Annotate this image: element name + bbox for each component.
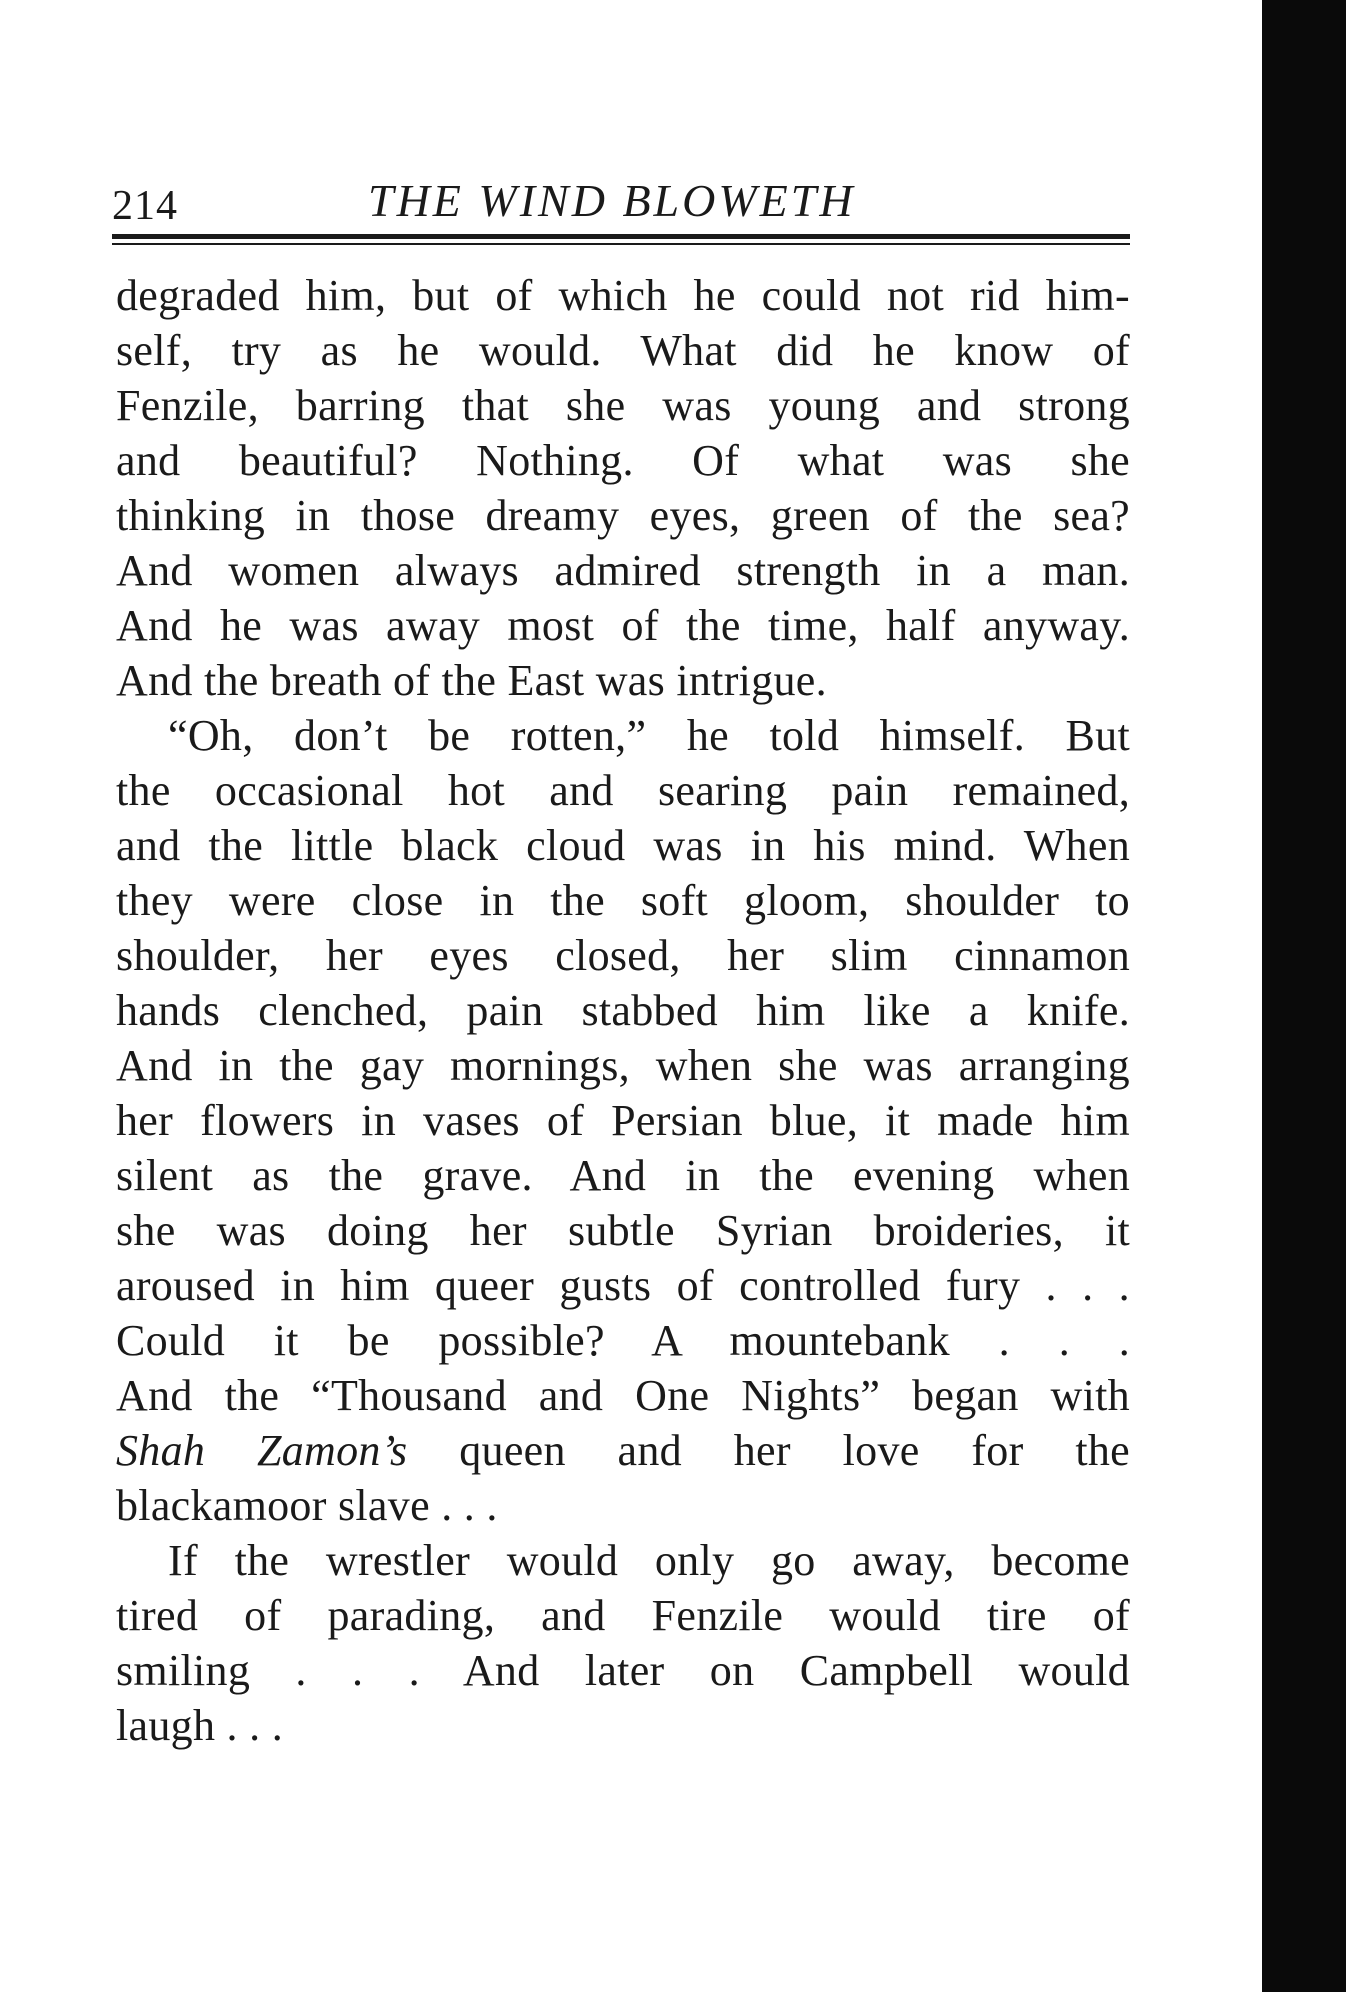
text-line: they were close in the soft gloom, shoulder to [116, 876, 1130, 925]
text-line-with-italic [116, 1423, 1130, 1478]
text-line: silent as the grave. And in the evening when [116, 1151, 1130, 1200]
text-line: and beautiful? Nothing. Of what was she [116, 436, 1130, 485]
header-rule-thin [112, 243, 1130, 245]
text-line: laugh . . . [116, 1701, 284, 1750]
text-line: aroused in him queer gusts of controlled fury . . . [116, 1261, 1130, 1310]
text-line: If the wrestler would only go away, become [168, 1536, 1130, 1585]
running-title: THE WIND BLOWETH [368, 175, 856, 226]
text-line: and the little black cloud was in his mind. When [116, 821, 1130, 870]
text-line: her flowers in vases of Persian blue, it made him [116, 1096, 1130, 1145]
text-line: she was doing her subtle Syrian broideries, it [116, 1206, 1130, 1255]
text-line: self, try as he would. What did he know of [116, 326, 1130, 375]
header-rule-thick [112, 234, 1130, 239]
text-line: the occasional hot and searing pain remained, [116, 766, 1130, 815]
text-line: tired of parading, and Fenzile would tire of [116, 1591, 1130, 1640]
italic-phrase: Shah Zamon’s [116, 1426, 408, 1475]
text-line: thinking in those dreamy eyes, green of the sea? [116, 491, 1130, 540]
text-line: And in the gay mornings, when she was arranging [116, 1041, 1130, 1090]
scan-binding-edge [1262, 0, 1346, 1992]
text-line: degraded him, but of which he could not rid him- [116, 271, 1130, 320]
page-number: 214 [112, 183, 178, 229]
page-header [112, 170, 1130, 240]
text-line: shoulder, her eyes closed, her slim cinnamon [116, 931, 1130, 980]
text-line: And the breath of the East was intrigue. [116, 656, 827, 705]
text-line: Fenzile, barring that she was young and strong [116, 381, 1130, 430]
text-line: “Oh, don’t be rotten,” he told himself. But [168, 711, 1130, 760]
text-line-rest: queen and her love for the [459, 1426, 1130, 1475]
text-line: And the “Thousand and One Nights” began with [116, 1371, 1130, 1420]
text-line: hands clenched, pain stabbed him like a knife. [116, 986, 1130, 1035]
text-line: And women always admired strength in a man. [116, 546, 1130, 595]
text-line: Could it be possible? A mountebank . . . [116, 1316, 1130, 1365]
body-text [116, 268, 1130, 1753]
text-line: smiling . . . And later on Campbell would [116, 1646, 1130, 1695]
text-line: And he was away most of the time, half anyway. [116, 601, 1130, 650]
text-line: blackamoor slave . . . [116, 1481, 498, 1530]
